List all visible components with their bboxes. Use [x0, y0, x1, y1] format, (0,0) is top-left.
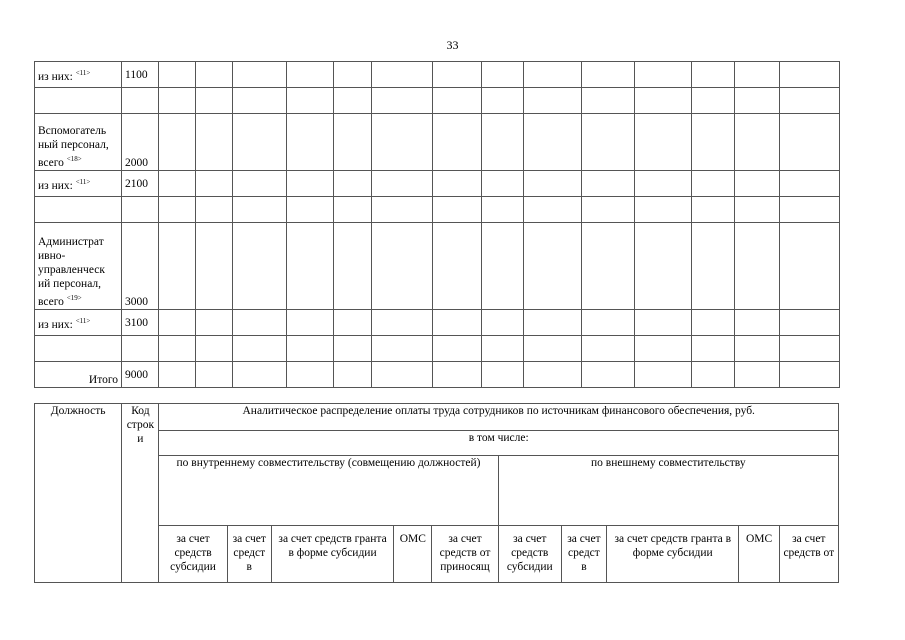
external-funding-column: ОМС — [739, 526, 779, 583]
empty-cell — [334, 310, 372, 336]
empty-cell — [372, 336, 433, 362]
empty-cell — [287, 62, 334, 88]
external-funding-column: за счет средств гранта в форме субсидии — [607, 526, 739, 583]
empty-cell — [482, 362, 524, 388]
row-code: 3000 — [122, 223, 159, 310]
footnote-ref: <19> — [66, 294, 82, 302]
main-header: Аналитическое распределение оплаты труда сотрудников по источникам финансового обеспечения, руб. — [159, 404, 839, 431]
footnote-ref: <11> — [75, 316, 91, 325]
empty-cell — [735, 171, 780, 197]
empty-cell — [635, 197, 692, 223]
empty-cell — [692, 88, 735, 114]
table-row — [35, 62, 840, 88]
empty-cell — [692, 114, 735, 171]
empty-cell — [287, 197, 334, 223]
empty-cell — [196, 197, 233, 223]
empty-cell — [524, 197, 582, 223]
label-text: Итого — [88, 374, 118, 386]
empty-cell — [233, 171, 287, 197]
empty-cell — [524, 362, 582, 388]
empty-cell — [196, 336, 233, 362]
empty-cell — [287, 171, 334, 197]
empty-cell — [287, 88, 334, 114]
empty-cell — [433, 62, 482, 88]
table-row — [35, 362, 840, 388]
empty-cell — [780, 114, 840, 171]
empty-cell — [372, 310, 433, 336]
empty-cell — [372, 223, 433, 310]
empty-cell — [372, 171, 433, 197]
table-row — [35, 223, 840, 310]
empty-cell — [233, 114, 287, 171]
empty-cell — [196, 223, 233, 310]
empty-cell — [482, 197, 524, 223]
empty-cell — [692, 362, 735, 388]
empty-cell — [433, 114, 482, 171]
table-row — [35, 310, 840, 336]
empty-cell — [735, 88, 780, 114]
empty-cell — [582, 197, 635, 223]
row-code — [122, 88, 159, 114]
empty-cell — [433, 223, 482, 310]
external-funding-column: за счет средств субсидии — [498, 526, 561, 583]
empty-cell — [233, 310, 287, 336]
empty-cell — [159, 88, 196, 114]
internal-funding-column: за счет средст в — [227, 526, 271, 583]
table-row — [35, 88, 840, 114]
empty-cell — [635, 114, 692, 171]
label-text: Вспомогатель ный персонал, всего — [38, 125, 109, 169]
empty-cell — [287, 310, 334, 336]
empty-cell — [196, 171, 233, 197]
internal-funding-column: ОМС — [394, 526, 432, 583]
empty-cell — [635, 362, 692, 388]
empty-cell — [692, 62, 735, 88]
empty-cell — [372, 88, 433, 114]
empty-cell — [196, 362, 233, 388]
position-header: Должность — [35, 404, 122, 583]
position-label — [35, 362, 122, 388]
empty-cell — [635, 62, 692, 88]
empty-cell — [524, 223, 582, 310]
internal-funding-column: за счет средств субсидии — [159, 526, 227, 583]
empty-cell — [582, 62, 635, 88]
empty-cell — [780, 362, 840, 388]
position-label — [35, 336, 122, 362]
empty-cell — [334, 336, 372, 362]
empty-cell — [780, 88, 840, 114]
empty-cell — [524, 171, 582, 197]
position-label — [35, 88, 122, 114]
position-label — [35, 197, 122, 223]
staff-table — [34, 61, 840, 388]
position-label — [35, 310, 122, 336]
internal-header: по внутреннему совместительству (совмещению должностей) — [159, 456, 498, 526]
empty-cell — [159, 310, 196, 336]
empty-cell — [780, 310, 840, 336]
footnote-ref: <11> — [75, 177, 91, 186]
page-number: 33 — [446, 38, 459, 52]
empty-cell — [334, 88, 372, 114]
empty-cell — [334, 223, 372, 310]
empty-cell — [780, 336, 840, 362]
empty-cell — [635, 310, 692, 336]
empty-cell — [233, 336, 287, 362]
empty-cell — [233, 362, 287, 388]
position-label — [35, 62, 122, 88]
empty-cell — [524, 88, 582, 114]
empty-cell — [159, 62, 196, 88]
position-label — [35, 114, 122, 171]
empty-cell — [482, 88, 524, 114]
internal-funding-column: за счет средств от приносящ — [432, 526, 498, 583]
empty-cell — [334, 362, 372, 388]
empty-cell — [482, 223, 524, 310]
empty-cell — [287, 223, 334, 310]
table-row — [35, 171, 840, 197]
empty-cell — [159, 114, 196, 171]
empty-cell — [482, 310, 524, 336]
empty-cell — [433, 310, 482, 336]
footnote-ref: <11> — [75, 68, 91, 77]
empty-cell — [159, 171, 196, 197]
empty-cell — [582, 171, 635, 197]
empty-cell — [433, 336, 482, 362]
empty-cell — [159, 362, 196, 388]
row-code: 2000 — [122, 114, 159, 171]
empty-cell — [735, 114, 780, 171]
empty-cell — [692, 197, 735, 223]
empty-cell — [334, 171, 372, 197]
row-code: 1100 — [122, 62, 159, 88]
empty-cell — [196, 114, 233, 171]
external-funding-column: за счет средст в — [561, 526, 606, 583]
table-row — [35, 197, 840, 223]
empty-cell — [196, 310, 233, 336]
empty-cell — [233, 197, 287, 223]
empty-cell — [334, 114, 372, 171]
empty-cell — [735, 310, 780, 336]
empty-cell — [334, 197, 372, 223]
empty-cell — [233, 223, 287, 310]
empty-cell — [524, 336, 582, 362]
position-label — [35, 223, 122, 310]
row-code — [122, 336, 159, 362]
subheader: в том числе: — [159, 431, 839, 456]
empty-cell — [482, 171, 524, 197]
empty-cell — [735, 223, 780, 310]
internal-funding-column: за счет средств гранта в форме субсидии — [271, 526, 393, 583]
empty-cell — [372, 362, 433, 388]
empty-cell — [524, 310, 582, 336]
empty-cell — [233, 88, 287, 114]
empty-cell — [159, 336, 196, 362]
external-header: по внешнему совместительству — [498, 456, 838, 526]
row-code — [122, 197, 159, 223]
empty-cell — [524, 62, 582, 88]
empty-cell — [582, 223, 635, 310]
empty-cell — [635, 88, 692, 114]
empty-cell — [334, 62, 372, 88]
empty-cell — [482, 114, 524, 171]
empty-cell — [287, 114, 334, 171]
empty-cell — [780, 171, 840, 197]
empty-cell — [735, 362, 780, 388]
label-text: Администрат ивно- управленческ ий персонал, всего — [38, 236, 105, 308]
table-row — [35, 114, 840, 171]
empty-cell — [196, 62, 233, 88]
empty-cell — [635, 171, 692, 197]
empty-cell — [692, 310, 735, 336]
empty-cell — [196, 88, 233, 114]
empty-cell — [780, 223, 840, 310]
empty-cell — [433, 197, 482, 223]
empty-cell — [433, 171, 482, 197]
empty-cell — [780, 62, 840, 88]
empty-cell — [780, 197, 840, 223]
label-text: из них: — [38, 179, 73, 192]
empty-cell — [735, 336, 780, 362]
empty-cell — [692, 223, 735, 310]
table-row — [35, 336, 840, 362]
empty-cell — [692, 171, 735, 197]
empty-cell — [582, 336, 635, 362]
row-code: 2100 — [122, 171, 159, 197]
empty-cell — [433, 88, 482, 114]
empty-cell — [433, 362, 482, 388]
empty-cell — [735, 62, 780, 88]
empty-cell — [482, 336, 524, 362]
empty-cell — [287, 362, 334, 388]
empty-cell — [372, 62, 433, 88]
empty-cell — [482, 62, 524, 88]
analytics-header-table — [34, 403, 839, 583]
label-text: из них: — [38, 70, 73, 83]
position-label — [35, 171, 122, 197]
row-code: 9000 — [122, 362, 159, 388]
empty-cell — [287, 336, 334, 362]
empty-cell — [582, 88, 635, 114]
empty-cell — [233, 62, 287, 88]
empty-cell — [524, 114, 582, 171]
empty-cell — [735, 197, 780, 223]
label-text: из них: — [38, 318, 73, 331]
empty-cell — [635, 223, 692, 310]
empty-cell — [372, 197, 433, 223]
code-header: Код строк и — [122, 404, 159, 583]
empty-cell — [582, 362, 635, 388]
empty-cell — [635, 336, 692, 362]
empty-cell — [159, 223, 196, 310]
empty-cell — [582, 310, 635, 336]
empty-cell — [159, 197, 196, 223]
empty-cell — [582, 114, 635, 171]
external-funding-column: за счет средств от — [779, 526, 838, 583]
empty-cell — [692, 336, 735, 362]
empty-cell — [372, 114, 433, 171]
row-code: 3100 — [122, 310, 159, 336]
footnote-ref: <18> — [66, 155, 82, 163]
